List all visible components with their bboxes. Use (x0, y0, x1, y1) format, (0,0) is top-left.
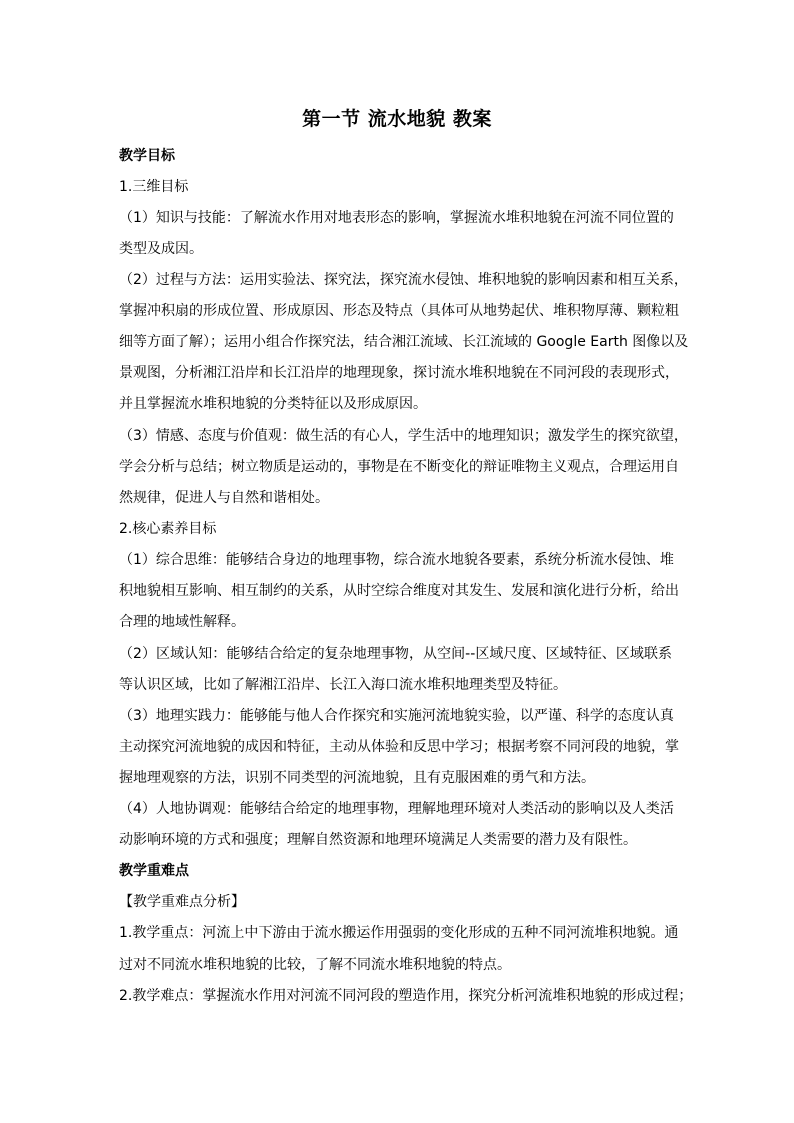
subheading-core-literacy-goals: 2.核心素养目标 (119, 521, 217, 537)
paragraph-line: 1.教学重点：河流上中下游由于流水搬运作用强弱的变化形成的五种不同河流堆积地貌。通 (119, 925, 679, 941)
paragraph-line: 2.教学难点：掌握流水作用对河流不同河段的塑造作用，探究分析河流堆积地貌的形成过程； (119, 988, 693, 1004)
paragraph-line: 握地理观察的方法，识别不同类型的河流地貌，且有克服困难的勇气和方法。 (119, 770, 595, 786)
paragraph-line: 合理的地域性解释。 (119, 614, 245, 630)
paragraph-line: 主动探究河流地貌的成因和特征，主动从体验和反思中学习；根据考察不同河段的地貌，掌 (119, 739, 679, 755)
paragraph-line: （2）过程与方法：运用实验法、探究法，探究流水侵蚀、堆积地貌的影响因素和相互关系， (119, 272, 688, 288)
paragraph-line: 细等方面了解）；运用小组合作探究法，结合湘江流域、长江流域的 Google Earth 图像以及 (119, 334, 689, 350)
paragraph-line: 积地貌相互影响、相互制约的关系，从时空综合维度对其发生、发展和演化进行分析，给出 (119, 583, 679, 599)
paragraph-line: 并且掌握流水堆积地貌的分类特征以及形成原因。 (119, 396, 427, 412)
paragraph-line: （4）人地协调观：能够结合给定的地理事物，理解地理环境对人类活动的影响以及人类活 (119, 801, 674, 817)
paragraph-line: 然规律，促进人与自然和谐相处。 (119, 490, 329, 506)
paragraph-line: 景观图，分析湘江沿岸和长江沿岸的地理现象，探讨流水堆积地貌在不同河段的表现形式， (119, 365, 679, 381)
paragraph-line: 等认识区域，比如了解湘江沿岸、长江入海口流水堆积地理类型及特征。 (119, 677, 567, 693)
paragraph-line: （2）区域认知：能够结合给定的复杂地理事物，从空间--区域尺度、区域特征、区域联系 (119, 646, 672, 662)
heading-key-difficult-points: 教学重难点 (119, 863, 189, 879)
paragraph-line: （3）情感、态度与价值观：做生活的有心人，学生活中的地理知识；激发学生的探究欲望， (119, 428, 688, 444)
paragraph-line: （3）地理实践力：能够能与他人合作探究和实施河流地貌实验，以严谨、科学的态度认真 (119, 708, 674, 724)
paragraph-line: （1）综合思维：能够结合身边的地理事物，综合流水地貌各要素，系统分析流水侵蚀、堆 (119, 552, 674, 568)
heading-teaching-goals: 教学目标 (119, 148, 175, 164)
paragraph-line: 动影响环境的方式和强度；理解自然资源和地理环境满足人类需要的潜力及有限性。 (119, 832, 637, 848)
subheading-three-dimensional-goals: 1.三维目标 (119, 179, 189, 195)
paragraph-line: 掌握冲积扇的形成位置、形成原因、形态及特点（具体可从地势起伏、堆积物厚薄、颗粒粗 (119, 303, 679, 319)
paragraph-line: 类型及成因。 (119, 241, 203, 257)
paragraph-line: 过对不同流水堆积地貌的比较，了解不同流水堆积地貌的特点。 (119, 957, 511, 973)
paragraph-line: （1）知识与技能：了解流水作用对地表形态的影响，掌握流水堆积地貌在河流不同位置的 (119, 210, 674, 226)
subheading-analysis: 【教学重难点分析】 (119, 894, 245, 910)
paragraph-line: 学会分析与总结；树立物质是运动的，事物是在不断变化的辩证唯物主义观点，合理运用自 (119, 459, 679, 475)
page-title: 第一节 流水地貌 教案 (302, 108, 492, 130)
